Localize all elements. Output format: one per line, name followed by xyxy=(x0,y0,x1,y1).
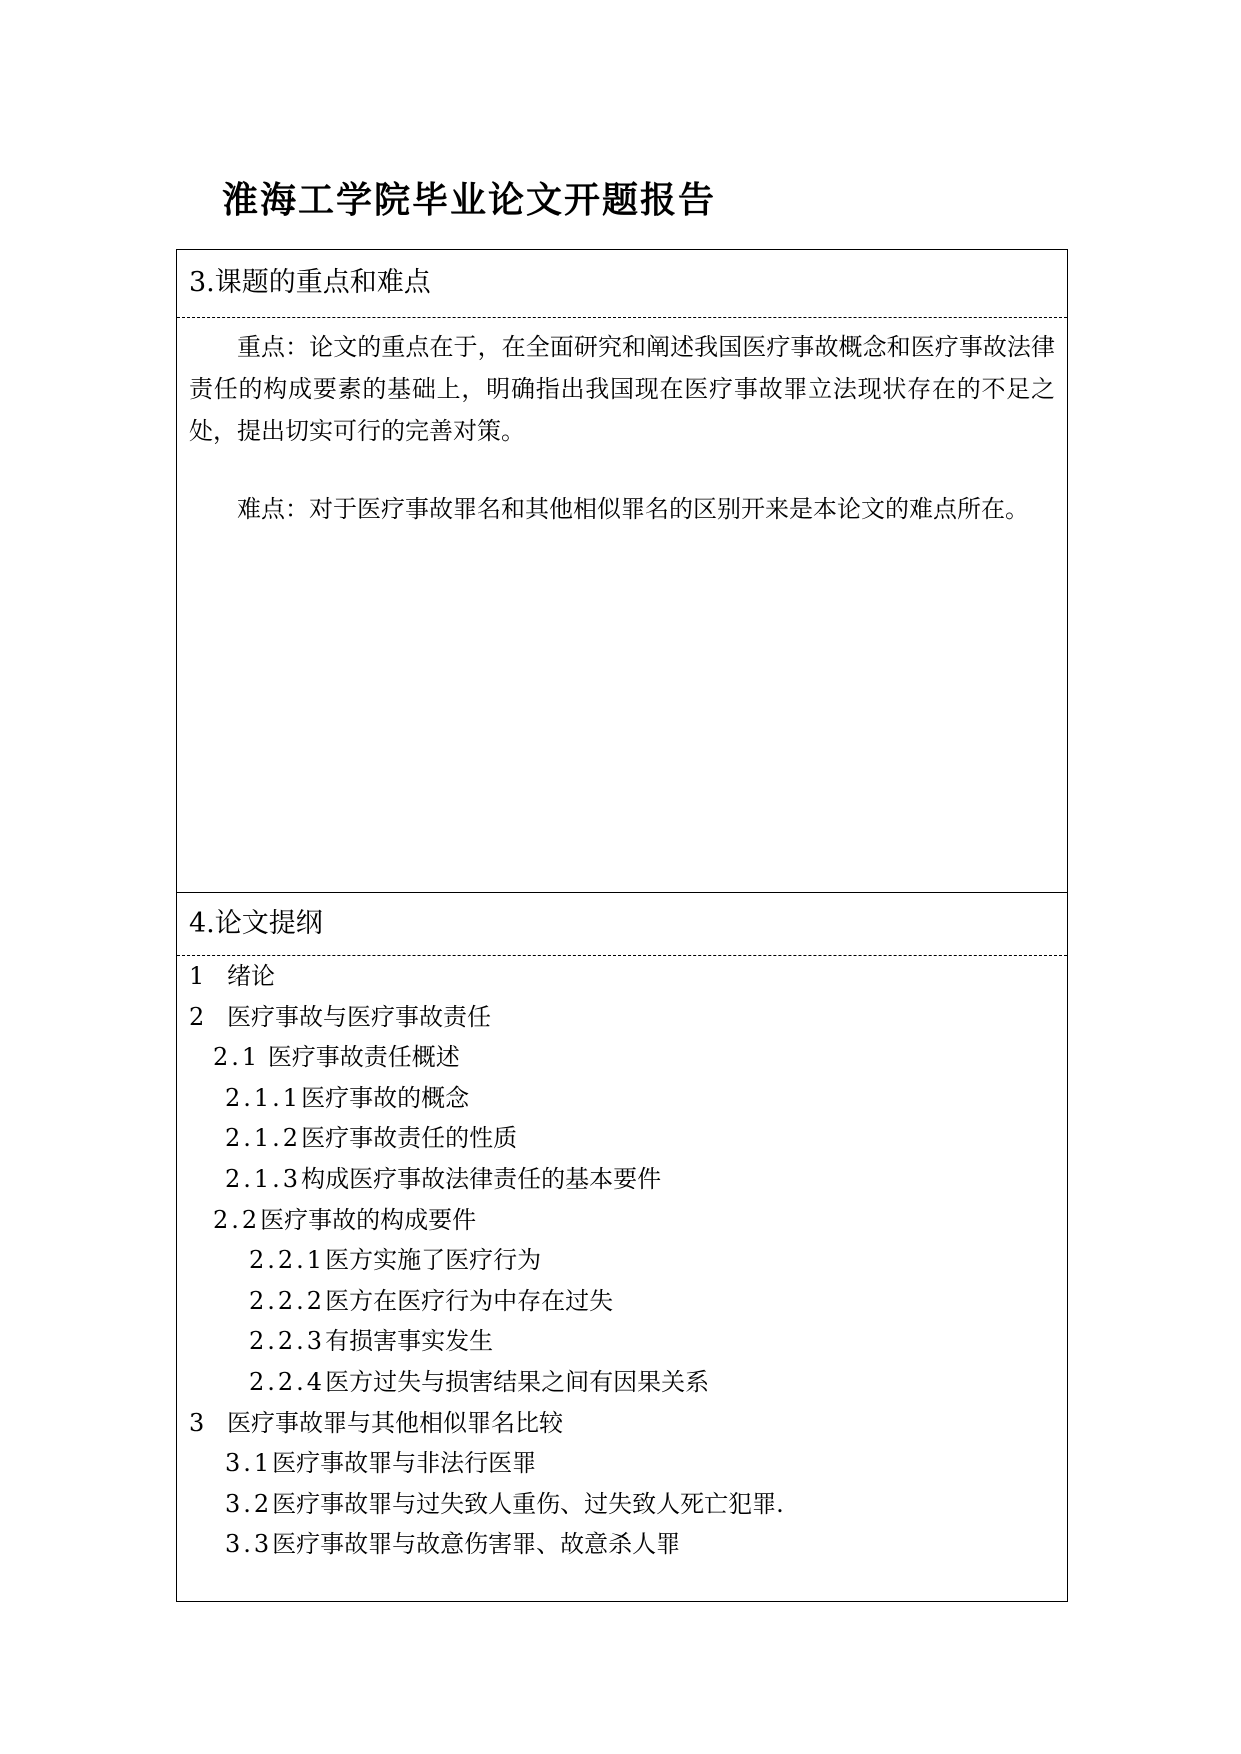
outline-number: 2.1.2 xyxy=(225,1124,302,1153)
paragraph-difficulty: 难点：对于医疗事故罪名和其他相似罪名的区别开来是本论文的难点所在。 xyxy=(237,495,1029,523)
outline-number: 2 xyxy=(189,1002,208,1031)
outline-item xyxy=(177,1443,1067,1484)
section-heading: 3.课题的重点和难点 xyxy=(177,250,1067,318)
outline-number: 2.2.2 xyxy=(249,1286,326,1315)
outline-item xyxy=(177,1078,1067,1119)
outline-number: 2.2.3 xyxy=(249,1327,326,1356)
outline-number: 3.1 xyxy=(225,1449,273,1478)
outline-number: 2.1 xyxy=(213,1043,261,1072)
outline-text: 医疗事故的概念 xyxy=(301,1083,470,1112)
outline-text: 医疗事故罪与非法行医罪 xyxy=(272,1449,537,1478)
outline-number: 2.1.3 xyxy=(225,1164,302,1193)
outline-text: 绪论 xyxy=(227,962,275,990)
outline-text: 构成医疗事故法律责任的基本要件 xyxy=(301,1164,662,1193)
outline-text: 医疗事故责任的性质 xyxy=(301,1124,518,1153)
paragraph-key-point: 重点：论文的重点在于，在全面研究和阐述我国医疗事故概念和医疗事故法律责任的构成要素的基础上，明确指出我国现在医疗事故罪立法现状存在的不足之处，提出切实可行的完善对策。 xyxy=(189,333,1055,445)
outline-item xyxy=(177,1403,1067,1444)
section-key-points xyxy=(177,250,1067,893)
outline-item xyxy=(177,1037,1067,1078)
outline-text: 医方过失与损害结果之间有因果关系 xyxy=(325,1367,710,1396)
outline-text: 医疗事故罪与过失致人重伤、过失致人死亡犯罪. xyxy=(272,1489,784,1518)
outline-item xyxy=(177,1362,1067,1403)
outline-item xyxy=(177,956,1067,997)
outline-item xyxy=(177,1321,1067,1362)
outline-text: 医方在医疗行为中存在过失 xyxy=(325,1286,614,1315)
outline-item xyxy=(177,997,1067,1038)
section-heading: 4.论文提纲 xyxy=(177,892,1067,956)
section-outline xyxy=(177,892,1067,1601)
outline-number: 3.2 xyxy=(225,1489,273,1518)
outline-number: 2.1.1 xyxy=(225,1083,302,1112)
outline-item xyxy=(177,1484,1067,1525)
outline-item xyxy=(177,1524,1067,1565)
page-title: 淮海工学院毕业论文开题报告 xyxy=(222,179,717,221)
outline-number: 3 xyxy=(189,1408,208,1437)
section-body xyxy=(177,318,1067,530)
outline-number: 1 xyxy=(189,962,208,990)
outline-number: 2.2.4 xyxy=(249,1367,326,1396)
outline-number: 2.2.1 xyxy=(249,1246,326,1275)
outline-text: 医疗事故罪与故意伤害罪、故意杀人罪 xyxy=(272,1530,681,1559)
outline-item xyxy=(177,1118,1067,1159)
outline-text: 医疗事故的构成要件 xyxy=(260,1205,477,1234)
outline-list xyxy=(177,956,1067,1565)
outline-item xyxy=(177,1200,1067,1241)
outline-item xyxy=(177,1240,1067,1281)
outline-item xyxy=(177,1159,1067,1200)
outline-item xyxy=(177,1281,1067,1322)
outline-number: 2.2 xyxy=(213,1205,261,1234)
outline-text: 有损害事实发生 xyxy=(325,1327,494,1356)
outline-text: 医疗事故与医疗事故责任 xyxy=(227,1002,491,1031)
outline-number: 3.3 xyxy=(225,1530,273,1559)
outline-text: 医方实施了医疗行为 xyxy=(325,1246,542,1275)
outline-text: 医疗事故罪与其他相似罪名比较 xyxy=(227,1408,563,1437)
report-table xyxy=(176,249,1068,1602)
outline-text: 医疗事故责任概述 xyxy=(267,1043,460,1072)
